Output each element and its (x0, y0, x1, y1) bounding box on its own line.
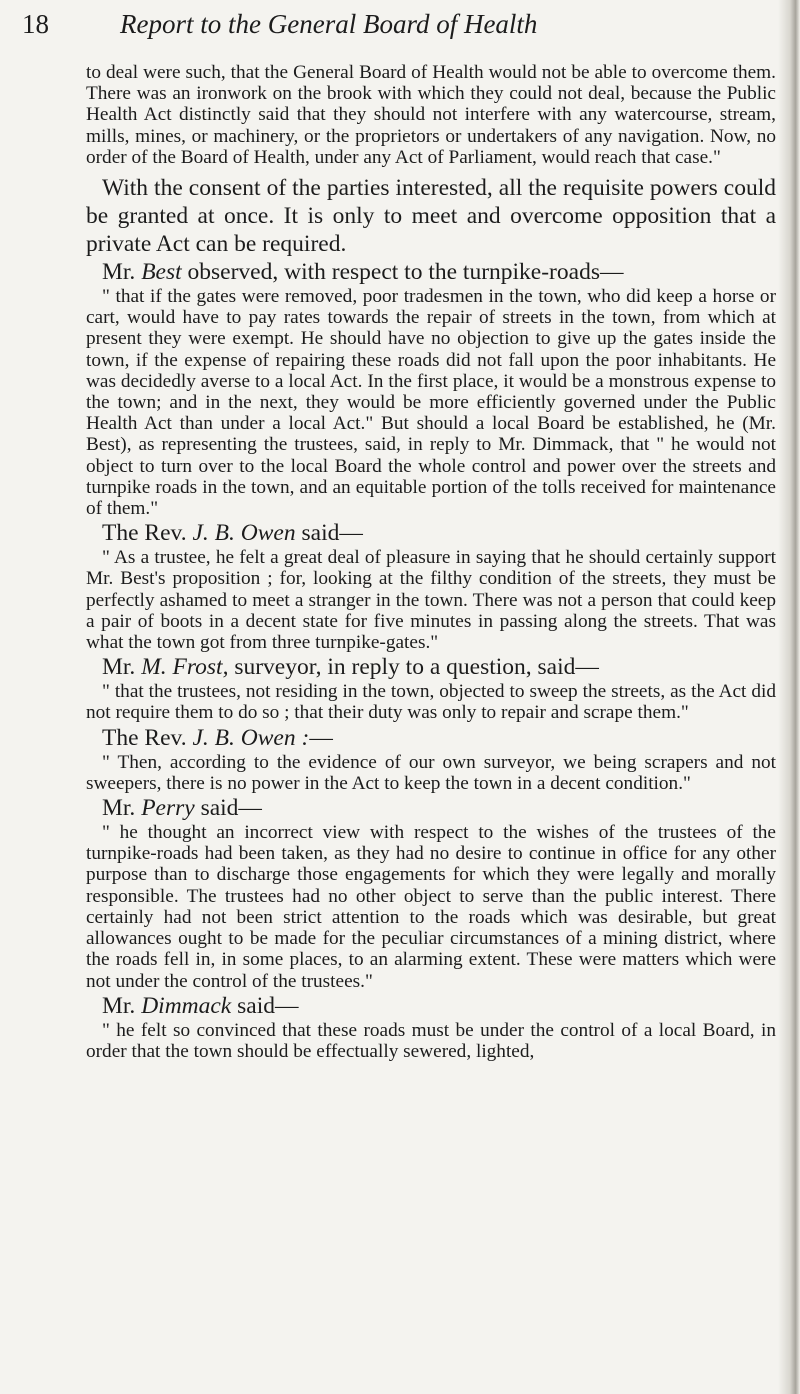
commentary-paragraph: With the consent of the parties interested, all the requisite powers could be granted at once. It is only to meet and overcome opposition that a private Act can be required. (86, 175, 776, 258)
speaker-line-frost: Mr. M. Frost, surveyor, in reply to a question, said— (102, 654, 599, 681)
page-number: 18 (22, 9, 49, 39)
speaker-name: Dimmack (141, 992, 232, 1019)
speech-quote-owen: " As a trustee, he felt a great deal of pleasure in saying that he should certainly support Mr. Best's proposition ; for, looking at the filthy condition of the streets, they must be perfectly ashamed to meet a stranger in the town. There was not a person that could keep a pair of boots in a decent state for five minutes in passing along the streets. That was what the town got from three turnpike-gates." (86, 547, 776, 654)
speaker-line-owen-2: The Rev. J. B. Owen :— (102, 724, 333, 751)
speaker-line-perry: Mr. Perry said— (102, 795, 262, 822)
speaker-line-owen: The Rev. J. B. Owen said— (102, 520, 363, 547)
running-title: Report to the General Board of Health (120, 9, 538, 39)
quoted-paragraph (86, 62, 776, 168)
speaker-name: M. Frost, (141, 654, 229, 681)
speaker-name: J. B. Owen : (192, 724, 310, 751)
speech-quote-owen-2: " Then, according to the evidence of our own surveyor, we being scrapers and not sweepers, there is no power in the Act to keep the town in a decent condition." (86, 751, 776, 794)
speech-quote-perry: " he thought an incorrect view with respect to the wishes of the trustees of the turnpike-roads had been taken, as they had no desire to continue in office for any other purpose than to discharge those engagements for which they were legally and morally responsible. The trustees had no other object to serve than the public interest. There certainly had not been strict attention to the roads which was desirable, but great allowances ought to be made for the peculiar circumstances of a mining district, where the roads fell in, in some places, to an alarming extent. These were matters which were not under the control of the trustees." (86, 822, 776, 992)
speaker-line-dimmack: Mr. Dimmack said— (102, 992, 299, 1019)
speech-quote-best: " that if the gates were removed, poor tradesmen in the town, who did keep a horse or cart, would have to pay rates towards the repair of streets in the town, from which at present they were exempt. He should have no objection to give up the gates inside the town, if the expense of repairing these roads did not fall upon the poor inhabitants. He was decidedly averse to a local Act. In the first place, it would be a monstrous expense to the town; and in the next, they would be more efficiently governed under the Public Health Act than under a local Act." But should a local Board be established, he (Mr. Best), as representing the trustees, said, in reply to Mr. Dimmack, that " he would not object to turn over to the local Board the whole control and power over the streets and turnpike roads in the town, and an equitable portion of the tolls received for maintenance of them." (86, 286, 776, 520)
speech-quote-frost: " that the trustees, not residing in the town, objected to sweep the streets, as the Act did not require them to do so ; that their duty was only to repair and scrape them." (86, 681, 776, 724)
speaker-name: Perry (141, 795, 195, 822)
speaker-name: J. B. Owen (192, 520, 296, 547)
report-body (86, 62, 776, 1062)
speaker-line-best: Mr. Best observed, with respect to the turnpike-roads— (102, 259, 624, 286)
paragraph-continuation: to deal were such, that the General Board of Health would not be able to overcome them. There was an ironwork on the brook with which they could not deal, because the Public Health Act distinctly said that they should not interfere with any watercourse, stream, mills, mines, or machinery, or the proprietors or undertakers of any navigation. Now, no order of the Board of Health, under any Act of Parliament, would reach that case." (86, 62, 776, 168)
page-binding-edge (778, 0, 800, 1394)
speaker-name: Best (141, 259, 182, 286)
speech-quote-dimmack: " he felt so convinced that these roads must be under the control of a local Board, in order that the town should be effectually sewered, lighted, (86, 1019, 776, 1062)
